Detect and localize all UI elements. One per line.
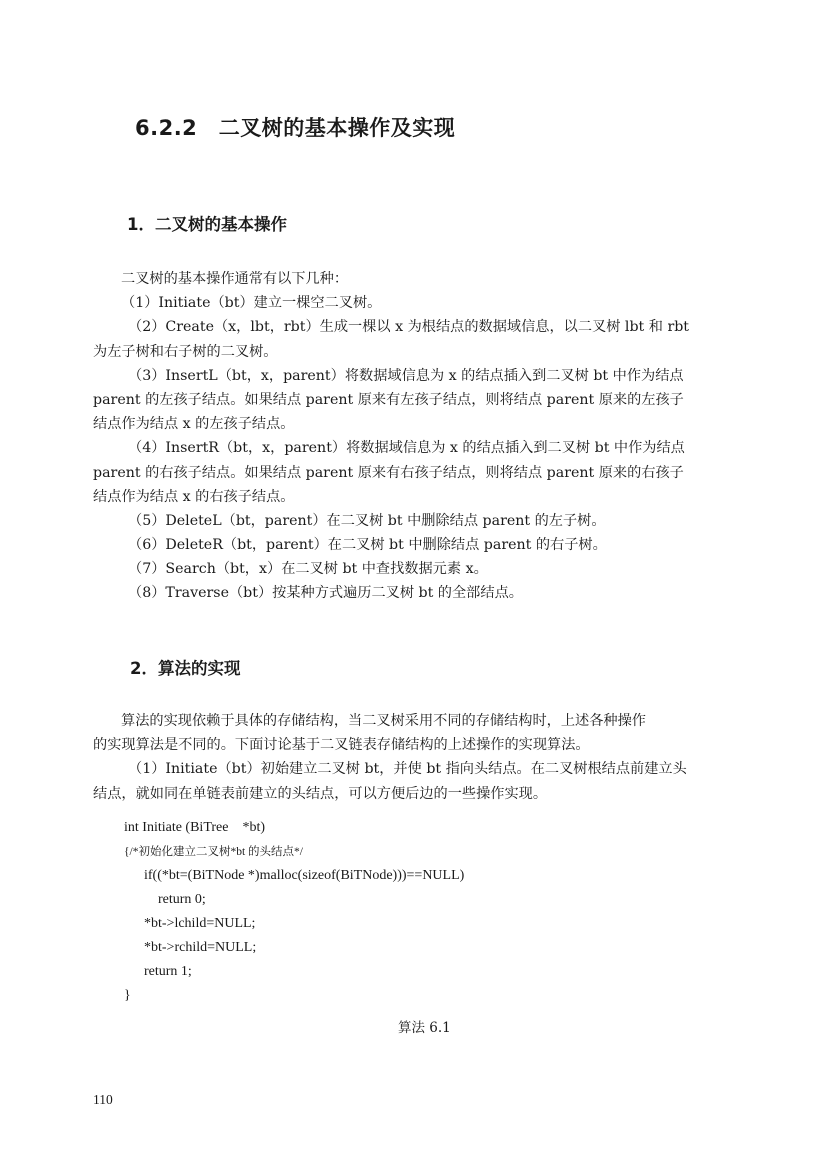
code-line: int Initiate (BiTree *bt) [124, 820, 266, 835]
text-line: 为左子树和右子树的二叉树。 [93, 343, 278, 360]
text-line: 结点，就如同在单链表前建立的头结点，可以方便后边的一些操作实现。 [93, 785, 548, 802]
text-line: 结点作为结点 x 的左孩子结点。 [93, 416, 295, 433]
code-line: } [124, 988, 131, 1003]
text-line: （8）Traverse（bt）按某种方式遍历二叉树 bt 的全部结点。 [128, 585, 523, 602]
text-line: 算法的实现依赖于具体的存储结构，当二叉树采用不同的存储结构时，上述各种操作 [121, 713, 646, 729]
text-line: 的实现算法是不同的。下面讨论基于二叉链表存储结构的上述操作的实现算法。 [93, 737, 590, 754]
algorithm-caption: 算法 6.1 [398, 1020, 451, 1036]
text-line: （2）Create（x，lbt，rbt）生成一棵以 x 为根结点的数据域信息，以二叉树 lbt 和 rbt [128, 319, 690, 336]
text-line: （1）Initiate（bt）初始建立二叉树 bt，并使 bt 指向头结点。在二叉树根结点前建立头 [128, 761, 687, 778]
text-line: （5）DeleteL（bt，parent）在二叉树 bt 中删除结点 parent 的左子树。 [128, 512, 606, 529]
page-number: 110 [93, 1092, 113, 1107]
text-line: parent 的右孩子结点。如果结点 parent 原来有右孩子结点，则将结点 parent 原来的右孩子 [93, 464, 684, 481]
text-line: （4）InsertR（bt，x，parent）将数据域信息为 x 的结点插入到二叉树 bt 中作为结点 [128, 440, 685, 457]
subsection-title-algorithm: 2．算法的实现 [130, 659, 241, 678]
code-line: if((*bt=(BiTNode *)malloc(sizeof(BiTNode)))==NULL) [144, 868, 465, 883]
text-line: （6）DeleteR（bt，parent）在二叉树 bt 中删除结点 parent 的右子树。 [128, 537, 607, 554]
text-line: 二叉树的基本操作通常有以下几种： [121, 271, 349, 287]
text-line: （1）Initiate（bt）建立一棵空二叉树。 [121, 295, 382, 312]
code-line: *bt->rchild=NULL; [144, 940, 257, 955]
subsection-title-basic-operations: 1．二叉树的基本操作 [127, 215, 287, 234]
code-line: return 0; [158, 892, 206, 907]
text-line: parent 的左孩子结点。如果结点 parent 原来有左孩子结点，则将结点 parent 原来的左孩子 [93, 391, 684, 408]
text-line: 结点作为结点 x 的右孩子结点。 [93, 488, 295, 505]
section-title: 6.2.2 二叉树的基本操作及实现 [135, 116, 456, 140]
text-line: （7）Search（bt，x）在二叉树 bt 中查找数据元素 x。 [128, 561, 488, 578]
operations-list [93, 267, 733, 606]
code-line: *bt->lchild=NULL; [144, 916, 256, 931]
code-line: return 1; [144, 964, 192, 979]
algorithm-intro [93, 709, 733, 806]
code-listing [124, 816, 464, 1008]
code-line: {/*初始化建立二叉树*bt 的头结点*/ [124, 846, 303, 858]
text-line: （3）InsertL（bt，x，parent）将数据域信息为 x 的结点插入到二叉树 bt 中作为结点 [128, 367, 684, 384]
